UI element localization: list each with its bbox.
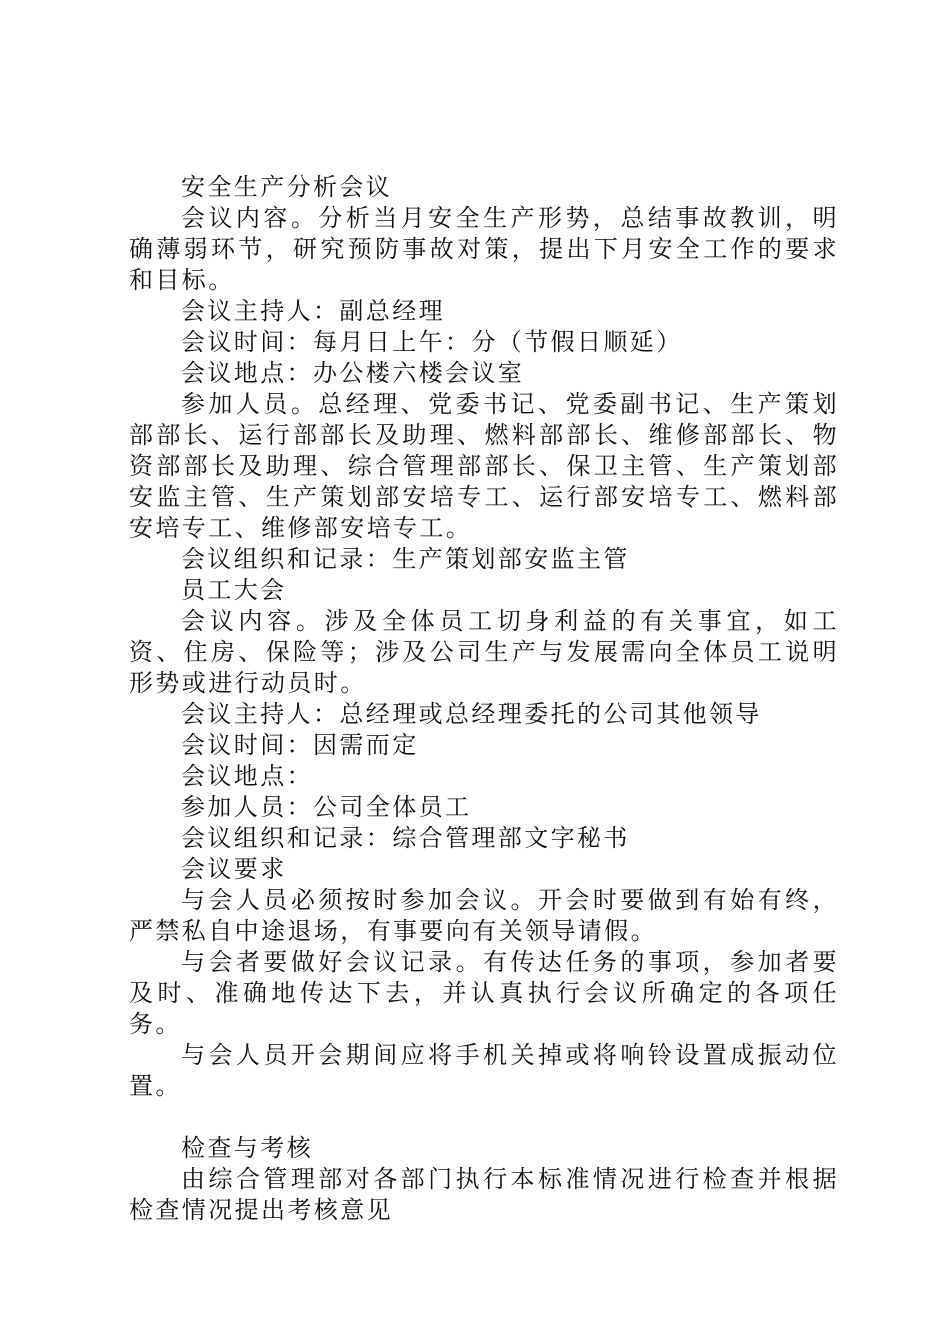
staff-meeting-content: 会议内容。涉及全体员工切身利益的有关事宜，如工资、住房、保险等；涉及公司生产与发展需向全体员工说明形势或进行动员时。 (129, 607, 839, 697)
staff-meeting-organizer: 会议组织和记录：综合管理部文字秘书 (181, 824, 630, 852)
section-title-inspection: 检查与考核 (181, 1134, 313, 1162)
safety-meeting-attendees: 参加人员。总经理、党委书记、党委副书记、生产策划部部长、运行部部长及助理、燃料部部长、维修部部长、物资部部长及助理、综合管理部部长、保卫主管、生产策划部安监主管、生产策划部安培专工、运行部安培专工、燃料部安培专工、维修部安培专工。 (129, 390, 839, 542)
safety-meeting-location: 会议地点：办公楼六楼会议室 (181, 359, 525, 387)
safety-meeting-time: 会议时间：每月日上午：分（节假日顺延） (181, 328, 683, 356)
section-title-requirements: 会议要求 (181, 855, 287, 883)
staff-meeting-host: 会议主持人：总经理或总经理委托的公司其他领导 (181, 700, 762, 728)
inspection-content: 由综合管理部对各部门执行本标准情况进行检查并根据检查情况提出考核意见 (129, 1165, 839, 1224)
safety-meeting-organizer: 会议组织和记录：生产策划部安监主管 (181, 545, 630, 573)
safety-meeting-content: 会议内容。分析当月安全生产形势，总结事故教训，明确薄弱环节，研究预防事故对策，提出下月安全工作的要求和目标。 (129, 204, 839, 294)
staff-meeting-location: 会议地点： (181, 762, 313, 790)
staff-meeting-attendees: 参加人员：公司全体员工 (181, 793, 472, 821)
staff-meeting-time: 会议时间：因需而定 (181, 731, 419, 759)
safety-meeting-host: 会议主持人：副总经理 (181, 297, 445, 325)
requirement-attendance: 与会人员必须按时参加会议。开会时要做到有始有终，严禁私自中途退场，有事要向有关领导请假。 (129, 886, 839, 945)
section-title-staff-meeting: 员工大会 (181, 576, 287, 604)
document-body (129, 172, 839, 1226)
blank-line (129, 1102, 839, 1133)
requirement-phones: 与会人员开会期间应将手机关掉或将响铃设置成振动位置。 (129, 1041, 839, 1100)
section-title-safety-meeting: 安全生产分析会议 (181, 173, 393, 201)
requirement-records: 与会者要做好会议记录。有传达任务的事项，参加者要及时、准确地传达下去，并认真执行会议所确定的各项任务。 (129, 948, 839, 1038)
